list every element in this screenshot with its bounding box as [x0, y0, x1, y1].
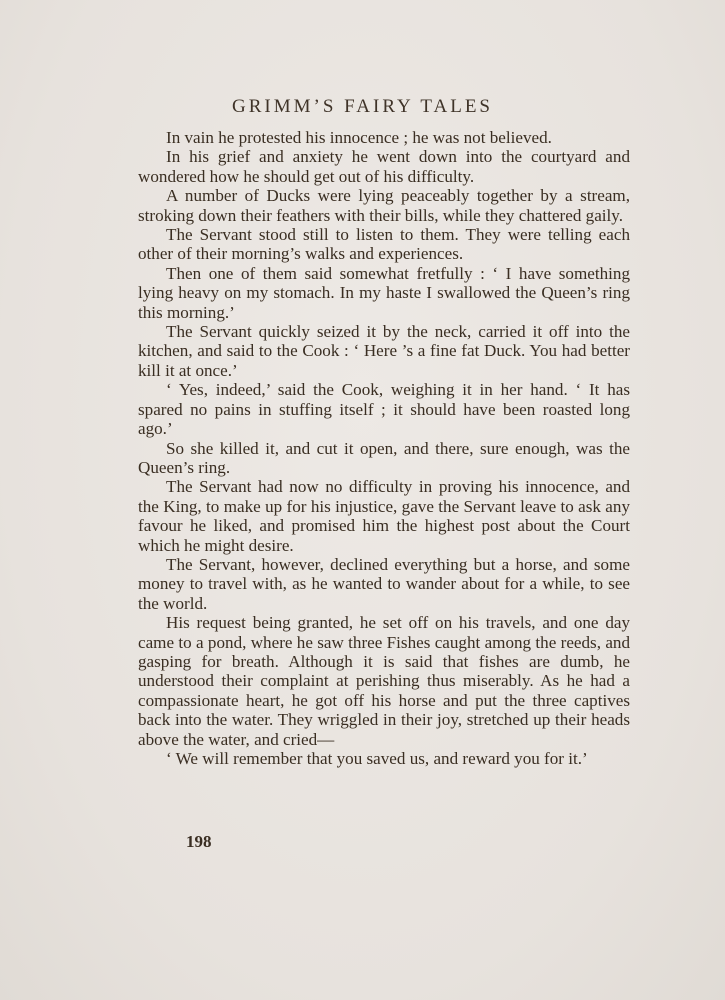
paragraph: Then one of them said somewhat fretfully : ‘ I have something lying heavy on my stomach. In my haste I swallowed the Queen’s ring this morning.’	[138, 263, 630, 322]
paragraph: In vain he protested his innocence ; he was not believed.	[166, 128, 552, 147]
paragraph: In his grief and anxiety he went down into the courtyard and wondered how he should get out of his difficulty.	[138, 147, 630, 186]
paragraph: The Servant stood still to listen to them. They were telling each other of their morning’s walks and experiences.	[138, 225, 630, 264]
paragraph: A number of Ducks were lying peaceably together by a stream, stroking down their feathers with their bills, while they chattered gaily.	[138, 186, 630, 225]
paragraph: His request being granted, he set off on his travels, and one day came to a pond, where he saw three Fishes caught among the reeds, and gasping for breath. Although it is said that fishes are dumb, he understood their complaint at perishing thus miserably. As he had a compassionate heart, he got off his horse and put the three captives back into the water. They wriggled in their joy, stretched up their heads above the water, and cried—	[138, 613, 630, 749]
paragraph: ‘ We will remember that you saved us, and reward you for it.’	[166, 749, 588, 768]
page-number: 198	[186, 832, 212, 851]
paragraph: The Servant quickly seized it by the neck, carried it off into the kitchen, and said to the Cook : ‘ Here ’s a fine fat Duck. You had better kill it at once.’	[138, 322, 630, 380]
paragraph: So she killed it, and cut it open, and there, sure enough, was the Queen’s ring.	[138, 438, 630, 477]
paragraph: The Servant had now no difficulty in proving his innocence, and the King, to make up for his injustice, gave the Servant leave to ask any favour he liked, and promised him the highest post about the Court which he might desire.	[138, 477, 630, 555]
body-text	[138, 128, 630, 768]
running-head: GRIMM’S FAIRY TALES	[232, 96, 493, 117]
paragraph: The Servant, however, declined everything but a horse, and some money to travel with, as he wanted to wander about for a while, to see the world.	[138, 554, 630, 613]
paragraph: ‘ Yes, indeed,’ said the Cook, weighing it in her hand. ‘ It has spared no pains in stuffing itself ; it should have been roasted long ago.’	[138, 380, 630, 439]
